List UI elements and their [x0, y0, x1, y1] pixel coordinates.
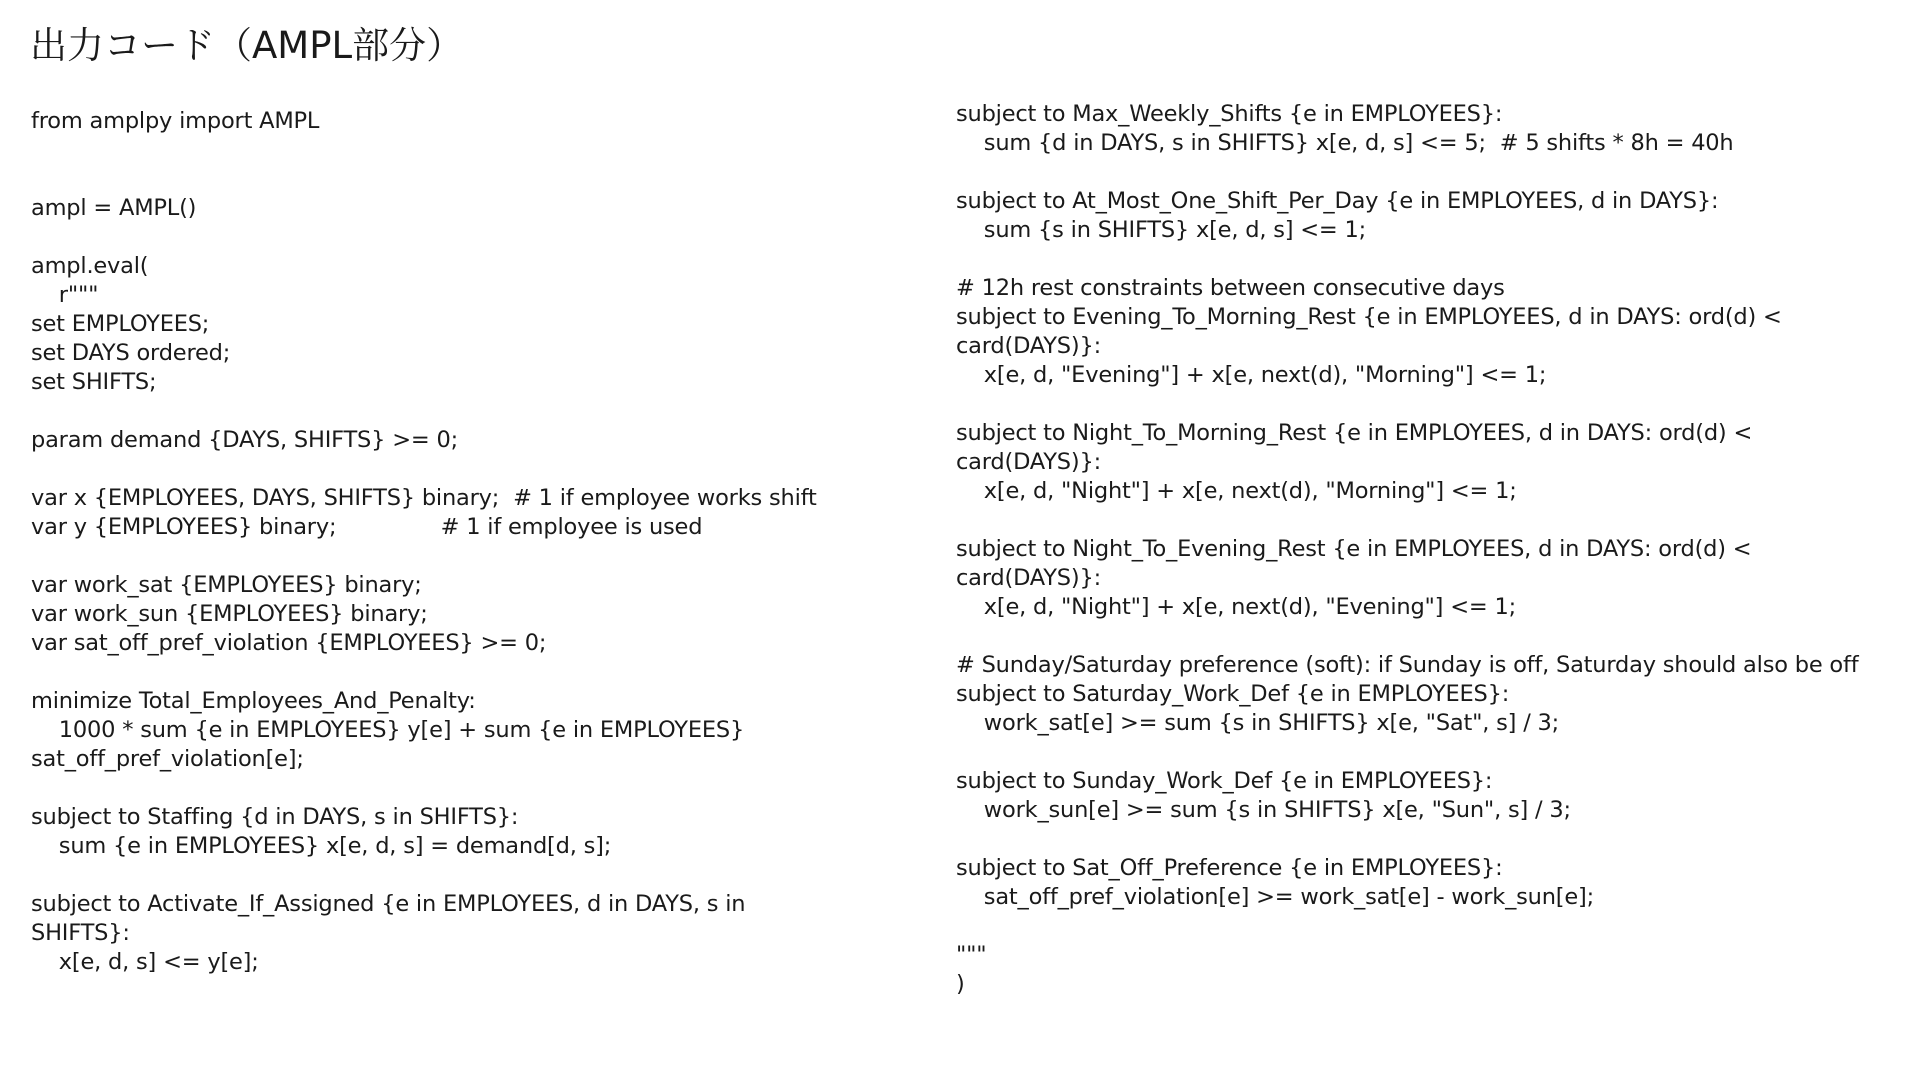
left-code-line: minimize Total_Employees_And_Penalty:: [31, 688, 476, 714]
left-code-line: set EMPLOYEES;: [31, 311, 210, 337]
right-code-line: sum {s in SHIFTS} x[e, d, s] <= 1;: [956, 217, 1367, 243]
left-code-line: [31, 136, 911, 165]
right-code-line: """: [956, 942, 987, 968]
right-code-line: [956, 622, 1906, 651]
left-code-line: sat_off_pref_violation[e];: [31, 746, 304, 772]
right-code-line: subject to Sat_Off_Preference {e in EMPLOYEES}:: [956, 855, 1503, 881]
left-code-line: [31, 455, 911, 484]
right-code-line: card(DAYS)}:: [956, 449, 1101, 475]
right-code-line: [956, 825, 1906, 854]
right-code-line: subject to Sunday_Work_Def {e in EMPLOYEES}:: [956, 768, 1493, 794]
right-code-line: subject to Max_Weekly_Shifts {e in EMPLOYEES}:: [956, 101, 1503, 127]
left-code-line: [31, 658, 911, 687]
left-code-line: [31, 861, 911, 890]
left-code-line: subject to Staffing {d in DAYS, s in SHIFTS}:: [31, 804, 519, 830]
left-code-line: var work_sat {EMPLOYEES} binary;: [31, 572, 422, 598]
left-code-line: [31, 542, 911, 571]
left-code-line: 1000 * sum {e in EMPLOYEES} y[e] + sum {e in EMPLOYEES}: [31, 717, 745, 743]
right-code-line: subject to Evening_To_Morning_Rest {e in EMPLOYEES, d in DAYS: ord(d) <: [956, 304, 1782, 330]
left-code-line: from amplpy import AMPL: [31, 108, 320, 134]
left-code-line: r""": [31, 282, 99, 308]
left-code-line: var sat_off_pref_violation {EMPLOYEES} >= 0;: [31, 630, 547, 656]
right-code-line: [956, 245, 1906, 274]
right-code-line: [956, 390, 1906, 419]
left-code-line: [31, 223, 911, 252]
right-code-line: x[e, d, "Night"] + x[e, next(d), "Morning"] <= 1;: [956, 478, 1517, 504]
left-code-line: set DAYS ordered;: [31, 340, 231, 366]
code-block-right: [956, 100, 1906, 999]
right-code-line: card(DAYS)}:: [956, 333, 1101, 359]
right-code-line: sat_off_pref_violation[e] >= work_sat[e] - work_sun[e];: [956, 884, 1594, 910]
left-code-line: var work_sun {EMPLOYEES} binary;: [31, 601, 428, 627]
right-code-line: # Sunday/Saturday preference (soft): if Sunday is off, Saturday should also be off: [956, 652, 1859, 678]
right-code-line: subject to Saturday_Work_Def {e in EMPLOYEES}:: [956, 681, 1510, 707]
right-code-line: sum {d in DAYS, s in SHIFTS} x[e, d, s] <= 5; # 5 shifts * 8h = 40h: [956, 130, 1734, 156]
right-code-line: x[e, d, "Evening"] + x[e, next(d), "Morning"] <= 1;: [956, 362, 1547, 388]
left-code-line: x[e, d, s] <= y[e];: [31, 949, 259, 975]
right-code-line: [956, 738, 1906, 767]
right-code-line: subject to Night_To_Morning_Rest {e in EMPLOYEES, d in DAYS: ord(d) <: [956, 420, 1753, 446]
right-code-line: x[e, d, "Night"] + x[e, next(d), "Evening"] <= 1;: [956, 594, 1516, 620]
left-code-line: SHIFTS}:: [31, 920, 130, 946]
right-code-line: card(DAYS)}:: [956, 565, 1101, 591]
left-code-line: [31, 774, 911, 803]
left-code-line: [31, 397, 911, 426]
right-code-line: [956, 158, 1906, 187]
left-code-line: ampl.eval(: [31, 253, 149, 279]
left-code-line: var x {EMPLOYEES, DAYS, SHIFTS} binary; # 1 if employee works shift: [31, 485, 817, 511]
right-code-line: # 12h rest constraints between consecutive days: [956, 275, 1505, 301]
right-code-line: [956, 912, 1906, 941]
left-code-line: param demand {DAYS, SHIFTS} >= 0;: [31, 427, 458, 453]
left-code-line: var y {EMPLOYEES} binary; # 1 if employee is used: [31, 514, 703, 540]
right-code-line: work_sat[e] >= sum {s in SHIFTS} x[e, "Sat", s] / 3;: [956, 710, 1560, 736]
right-code-line: ): [956, 971, 965, 997]
left-code-line: set SHIFTS;: [31, 369, 157, 395]
left-code-line: ampl = AMPL(): [31, 195, 197, 221]
left-code-line: [31, 165, 911, 194]
left-code-line: subject to Activate_If_Assigned {e in EMPLOYEES, d in DAYS, s in: [31, 891, 746, 917]
left-code-line: sum {e in EMPLOYEES} x[e, d, s] = demand[d, s];: [31, 833, 612, 859]
slide-title: 出力コード（AMPL部分）: [30, 24, 464, 67]
right-code-line: subject to Night_To_Evening_Rest {e in EMPLOYEES, d in DAYS: ord(d) <: [956, 536, 1752, 562]
code-block-left: [31, 107, 911, 977]
right-code-line: subject to At_Most_One_Shift_Per_Day {e in EMPLOYEES, d in DAYS}:: [956, 188, 1719, 214]
right-code-line: [956, 506, 1906, 535]
right-code-line: work_sun[e] >= sum {s in SHIFTS} x[e, "Sun", s] / 3;: [956, 797, 1571, 823]
